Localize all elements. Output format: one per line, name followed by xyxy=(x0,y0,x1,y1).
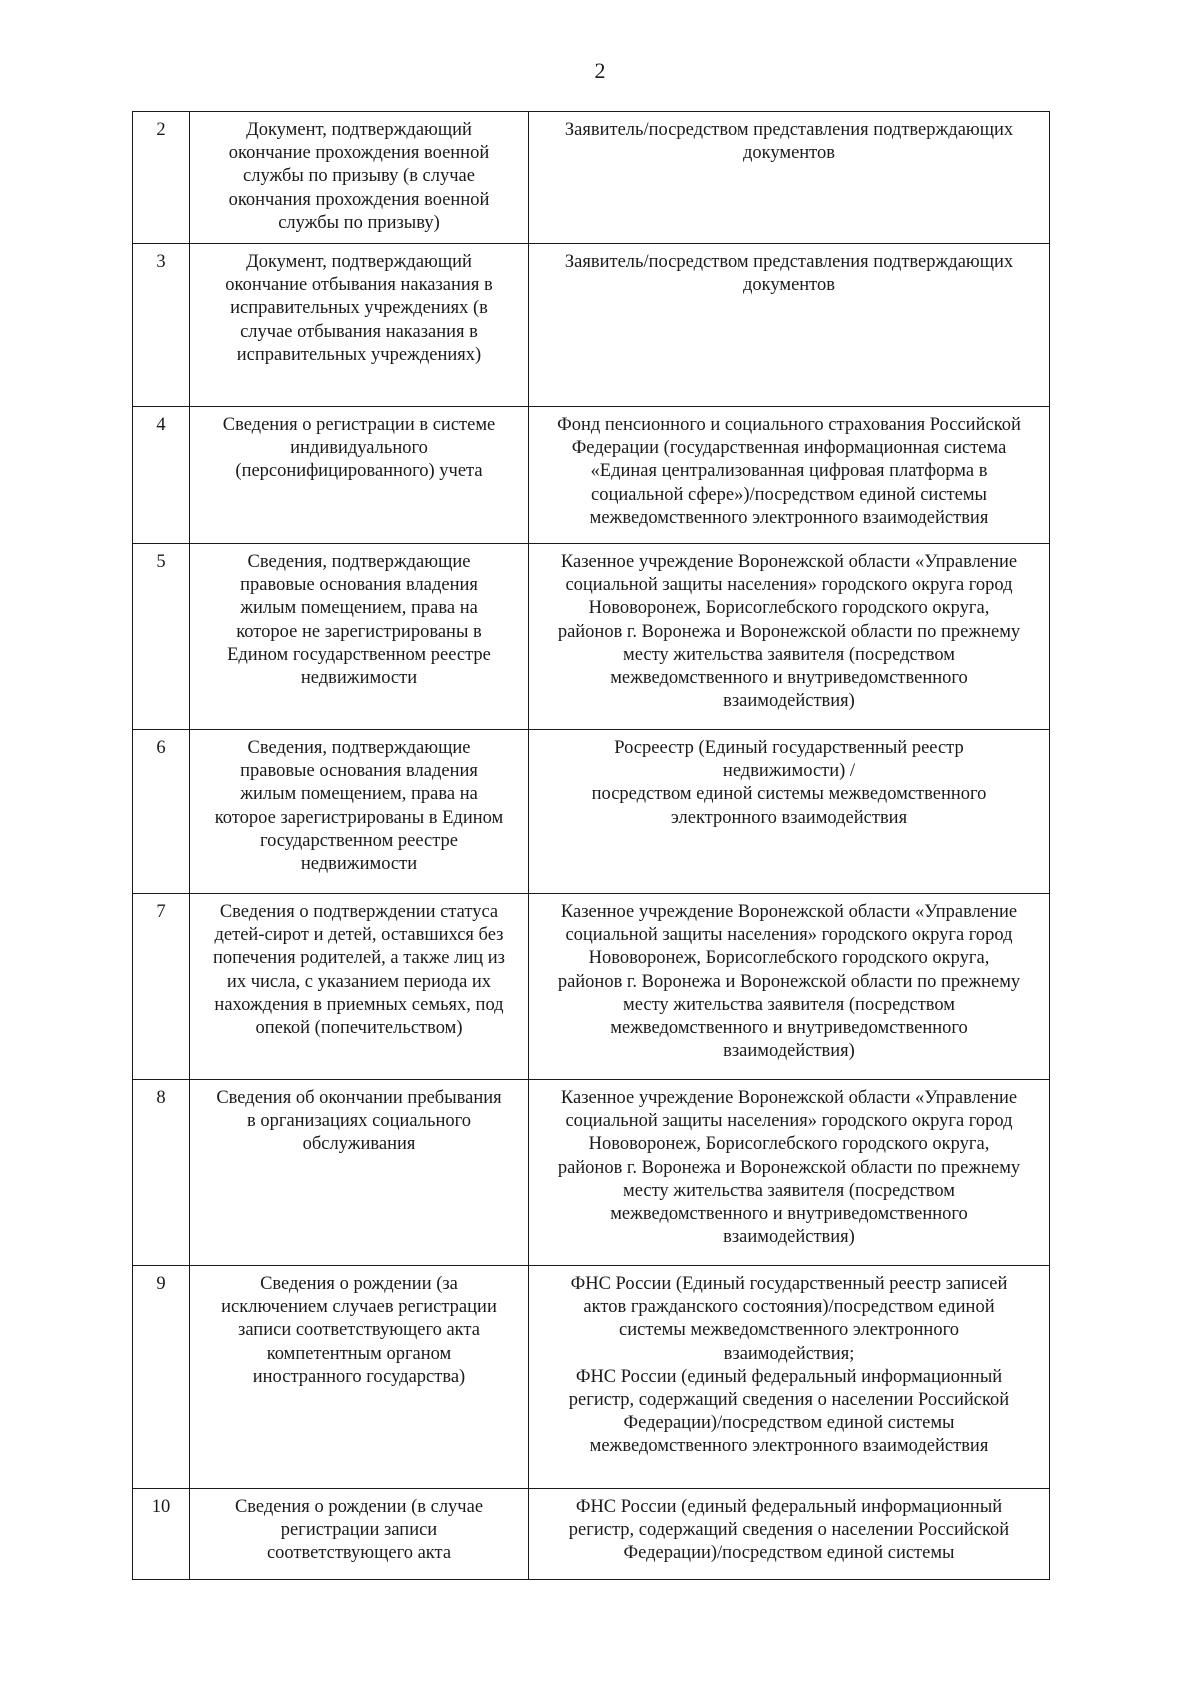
document-name: Сведения, подтверждающие правовые основания владения жилым помещением, права на которое зарегистрированы в Едином государственном реестре недвижимости xyxy=(190,730,529,894)
table-row xyxy=(133,407,1050,544)
document-source: Росреестр (Единый государственный реестр недвижимости) / посредством единой системы межведомственного электронного взаимодействия xyxy=(529,730,1050,894)
document-source: ФНС России (Единый государственный реестр записей актов гражданского состояния)/посредством единой системы межведомственного электронного взаимодействия; ФНС России (единый федеральный информационный регистр, содержащий сведения о населении Российской Федерации)/посредством единой системы межведомственного электронного взаимодействия xyxy=(529,1266,1050,1489)
document-source: Казенное учреждение Воронежской области «Управление социальной защиты населения» городского округа город Нововоронеж, Борисоглебского городского округа, районов г. Воронежа и Воронежской области по прежнему месту жительства заявителя (посредством межведомственного и внутриведомственного взаимодействия) xyxy=(529,1080,1050,1266)
document-source: Казенное учреждение Воронежской области «Управление социальной защиты населения» городского округа город Нововоронеж, Борисоглебского городского округа, районов г. Воронежа и Воронежской области по прежнему месту жительства заявителя (посредством межведомственного и внутриведомственного взаимодействия) xyxy=(529,894,1050,1080)
document-name: Сведения об окончании пребывания в организациях социального обслуживания xyxy=(190,1080,529,1266)
table-row xyxy=(133,1266,1050,1489)
document-name: Сведения о регистрации в системе индивидуального (персонифицированного) учета xyxy=(190,407,529,544)
row-number: 4 xyxy=(133,407,190,544)
document-source: ФНС России (единый федеральный информационный регистр, содержащий сведения о населении Российской Федерации)/посредством единой системы xyxy=(529,1489,1050,1580)
document-source: Заявитель/посредством представления подтверждающих документов xyxy=(529,244,1050,407)
table-row xyxy=(133,730,1050,894)
row-number: 3 xyxy=(133,244,190,407)
document-name: Сведения о рождении (в случае регистрации записи соответствующего акта xyxy=(190,1489,529,1580)
page-number: 2 xyxy=(594,58,606,83)
table-row xyxy=(133,1080,1050,1266)
table-row xyxy=(133,244,1050,407)
table-row xyxy=(133,112,1050,244)
row-number: 7 xyxy=(133,894,190,1080)
document-name: Сведения о подтверждении статуса детей-сирот и детей, оставшихся без попечения родителей, а также лиц из их числа, с указанием периода их нахождения в приемных семьях, под опекой (попечительством) xyxy=(190,894,529,1080)
document-source: Заявитель/посредством представления подтверждающих документов xyxy=(529,112,1050,244)
row-number: 10 xyxy=(133,1489,190,1580)
document-source: Фонд пенсионного и социального страхования Российской Федерации (государственная информационная система «Единая централизованная цифровая платформа в социальной сфере»)/посредством единой системы межведомственного электронного взаимодействия xyxy=(529,407,1050,544)
row-number: 5 xyxy=(133,544,190,730)
row-number: 2 xyxy=(133,112,190,244)
documents-table xyxy=(132,111,1050,1580)
row-number: 6 xyxy=(133,730,190,894)
document-name: Сведения о рождении (за исключением случаев регистрации записи соответствующего акта компетентным органом иностранного государства) xyxy=(190,1266,529,1489)
table-row xyxy=(133,544,1050,730)
document-source: Казенное учреждение Воронежской области «Управление социальной защиты населения» городского округа город Нововоронеж, Борисоглебского городского округа, районов г. Воронежа и Воронежской области по прежнему месту жительства заявителя (посредством межведомственного и внутриведомственного взаимодействия) xyxy=(529,544,1050,730)
row-number: 8 xyxy=(133,1080,190,1266)
document-name: Документ, подтверждающий окончание отбывания наказания в исправительных учреждениях (в случае отбывания наказания в исправительных учреждениях) xyxy=(190,244,529,407)
table-row xyxy=(133,894,1050,1080)
document-name: Сведения, подтверждающие правовые основания владения жилым помещением, права на которое не зарегистрированы в Едином государственном реестре недвижимости xyxy=(190,544,529,730)
table-row xyxy=(133,1489,1050,1580)
document-name: Документ, подтверждающий окончание прохождения военной службы по призыву (в случае окончания прохождения военной службы по призыву) xyxy=(190,112,529,244)
row-number: 9 xyxy=(133,1266,190,1489)
